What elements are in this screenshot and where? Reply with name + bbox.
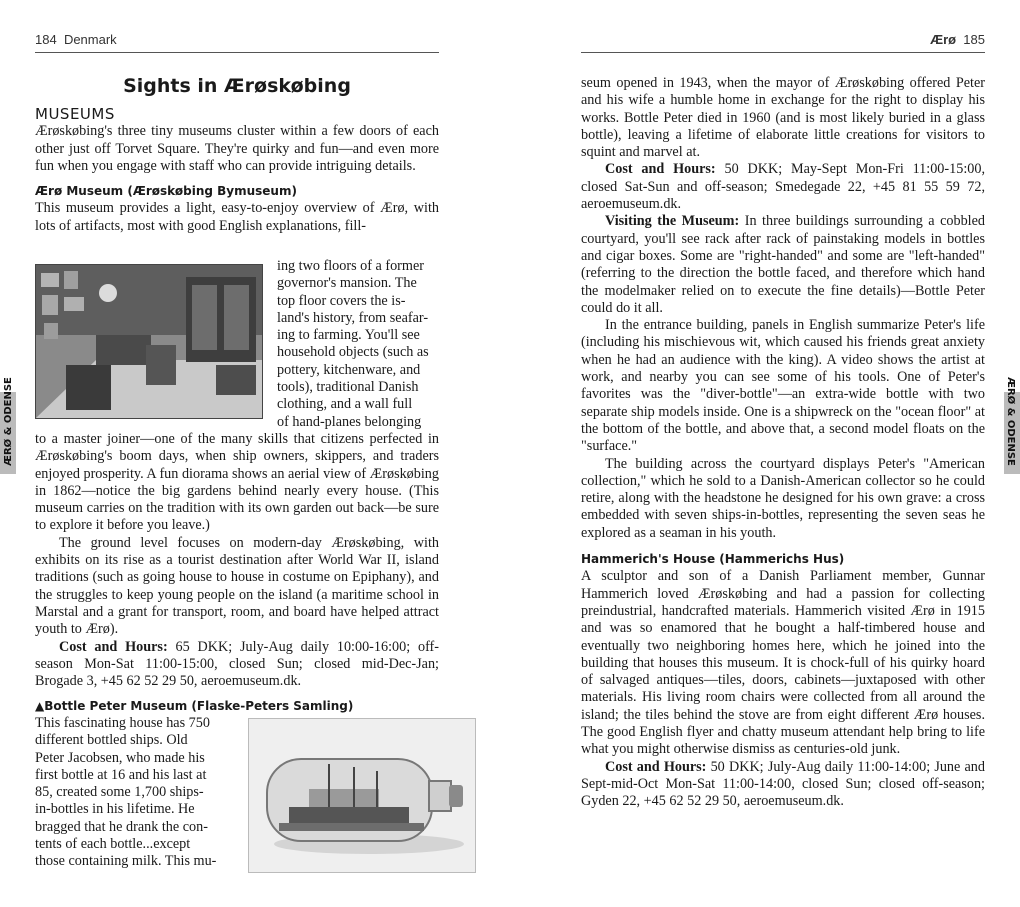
left-running-header — [35, 32, 439, 53]
wrap-line-5: ing to farming. You'll see — [277, 327, 420, 344]
left-page-number: 184 — [35, 32, 57, 47]
wrap-line-2: governor's mansion. The — [277, 275, 417, 292]
aero-museum-continued: to a master joiner—one of the many skills that citizens perfected in Ærøskøbing's boom days, when ship owners, skippers, and traders enjoyed prosperity. A fun diorama shows an aerial view of Ærøskøbing in 1862—notice the big gardens behind nearly every house. (This museum carries on the tradition with its own garden out back—be sure to explore it before you leave.) — [35, 431, 439, 534]
hm-cost-text: 50 DKK; July-Aug daily 11:00-14:00; June and Sept-mid-Oct Mon-Sat 11:00-14:00, closed Sun; closed off-season; Gyden 22, +45 62 52 29 50, aeroemuseum.dk. — [581, 758, 985, 810]
visiting-paragraph — [581, 213, 985, 317]
visiting-label: Visiting the Museum: — [605, 213, 740, 230]
hammerich-heading: Hammerich's House (Hammerichs Hus) — [581, 552, 845, 567]
page-title: Sights in Ærøskøbing — [123, 75, 351, 97]
bp-line-3: Peter Jacobsen, who made his — [35, 749, 205, 766]
left-side-tab-label: ÆRØ & ODENSE — [2, 377, 14, 466]
entrance-paragraph: In the entrance building, panels in English summarize Peter's life (including his mischievous wit, which caused his friends great anxiety when he had an audience with the king). A video shows the artist at work, and nearby you can see some of his tools. One of Peter's favorites was the "diver-bottle"—an extra-wide bottle with two separate ship models inside. One is a shipwreck on the "ocean floor" at the bottom of the bottle, and above that, a second model floats on the "surface." — [581, 317, 985, 455]
aero-museum-cost-hours — [35, 639, 439, 691]
bottle-peter-heading-text: Bottle Peter Museum (Flaske-Peters Samling) — [44, 699, 354, 714]
left-column-top — [35, 106, 439, 235]
wrap-line-9: clothing, and a wall full — [277, 396, 413, 413]
museum-interior-image — [36, 265, 262, 418]
right-section-name: Ærø — [930, 32, 957, 47]
triangle-icon: ▲ — [35, 699, 45, 714]
bp-cost-text: 50 DKK; May-Sept Mon-Fri 11:00-15:00, closed Sat-Sun and off-season; Smedegade 22, +45 81 55 59 72, aeroemuseum.dk. — [581, 161, 985, 213]
bp-line-4: first bottle at 16 and his last at — [35, 766, 207, 783]
ship-in-bottle-photo — [248, 718, 476, 873]
left-section-name: Denmark — [63, 32, 117, 47]
left-column-middle — [35, 431, 439, 716]
aero-museum-heading: Ærø Museum (Ærøskøbing Bymuseum) — [35, 184, 297, 199]
aero-museum-lead: This museum provides a light, easy-to-enjoy overview of Ærø, with lots of artifacts, most with good English explanations, fill- — [35, 200, 439, 234]
wrap-line-6: household objects (such as — [277, 344, 429, 361]
bottle-peter-heading — [35, 698, 439, 715]
bp-line-1: This fascinating house has 750 — [35, 715, 210, 731]
bottle-peter-continued: seum opened in 1943, when the mayor of Ærøskøbing offered Peter and his wife a humble home in exchange for the right to display his works. Bottle Peter died in 1960 (and is most likely buried in a glass bottle), leaving a lifetime of elaborate little creations for visitors to squint and marvel at. — [581, 75, 985, 161]
hammerich-paragraph: A sculptor and son of a Danish Parliament member, Gunnar Hammerich loved Ærøskøbing and had a passion for collecting preindustrial, handcrafted materials. Hammerich visited Ærø in 1915 and was so enamored that he bought a half-timbered house and eventually two neighboring homes here, which he joined into the building that houses this museum. It is chock-full of his quirky hoard of salvaged antiques—tiles, doors, cabinets—juxtaposed with other materials. His living room chairs were collected from all around the island; the tiles behind the stove are from eight different Ærø houses. The good English flyer and chatty museum attendant help bring to life what you might otherwise dismiss as centuries-old junk. — [581, 568, 985, 758]
wrap-line-8: tools), traditional Danish — [277, 379, 419, 396]
bp-line-6: in-bottles in his lifetime. He — [35, 801, 195, 818]
right-page — [510, 0, 1020, 907]
bottle-peter-column — [35, 715, 234, 871]
right-column — [581, 75, 985, 810]
hammerich-cost-hours — [581, 759, 985, 811]
wrap-line-7: pottery, kitchenware, and — [277, 361, 421, 378]
right-side-tab-label: ÆRØ & ODENSE — [1004, 377, 1016, 466]
bp-line-9: those containing milk. This mu- — [35, 853, 217, 870]
hm-cost-label: Cost and Hours: — [605, 758, 707, 775]
bp-line-2: different bottled ships. Old — [35, 732, 188, 749]
wrap-line-10: of hand-planes belonging — [277, 413, 422, 430]
building-paragraph: The building across the courtyard displays Peter's "American collection," which he sold to a Danish-American collector so he could retire, along with the headstone he designed for his own grave: a cross embedded with seven ships-in-bottles, representing the seven seas he explored as a seaman in his youth. — [581, 455, 985, 541]
wrap-text-column — [277, 258, 439, 431]
visiting-text: In three buildings surrounding a cobbled courtyard, you'll see rack after rack of painstaking models in bottles and cigar boxes. Some are "right-handed" and some are "left-handed" (referring to the direction the bottle faced, and therefore which hand the modelmaker relied on to execute the fine details)—Bottle Peter could do it all. — [581, 213, 985, 316]
cost-text: 65 DKK; July-Aug daily 10:00-16:00; off-season Mon-Sat 11:00-15:00, closed Sun; closed mid-Dec-Jan; Brogade 3, +45 62 52 29 50, aeroemuseum.dk. — [35, 638, 439, 690]
ground-level-paragraph: The ground level focuses on modern-day Ærøskøbing, with exhibits on its rise as a tourist destination after World War II, island traditions (such as going house to house in costume on Epiphany), and the struggles to keep young people on the island (a maritime school in Marstal and a grant for transport, room, and board have helped attract youth to Ærø). — [35, 534, 439, 638]
bottle-peter-cost-hours — [581, 161, 985, 213]
bp-cost-label: Cost and Hours: — [605, 161, 716, 178]
cost-label: Cost and Hours: — [59, 638, 168, 655]
museum-interior-photo — [35, 264, 263, 419]
bp-line-7: bragged that he drank the con- — [35, 818, 208, 835]
ship-in-bottle-image — [249, 719, 475, 872]
right-running-header — [581, 32, 985, 53]
intro-paragraph: Ærøskøbing's three tiny museums cluster within a few doors of each other just off Torvet Square. They're quirky and fun—and even more fun when you engage with staff who can provide intriguing details. — [35, 123, 439, 174]
section-heading: MUSEUMS — [35, 105, 115, 123]
wrap-line-1: ing two floors of a former — [277, 258, 424, 274]
wrap-line-3: top floor covers the is- — [277, 292, 406, 309]
bp-line-5: 85, created some 1,700 ships- — [35, 784, 204, 801]
wrap-line-4: land's history, from seafar- — [277, 309, 429, 326]
bp-line-8: tents of each bottle...except — [35, 836, 191, 853]
right-page-number: 185 — [963, 32, 985, 47]
